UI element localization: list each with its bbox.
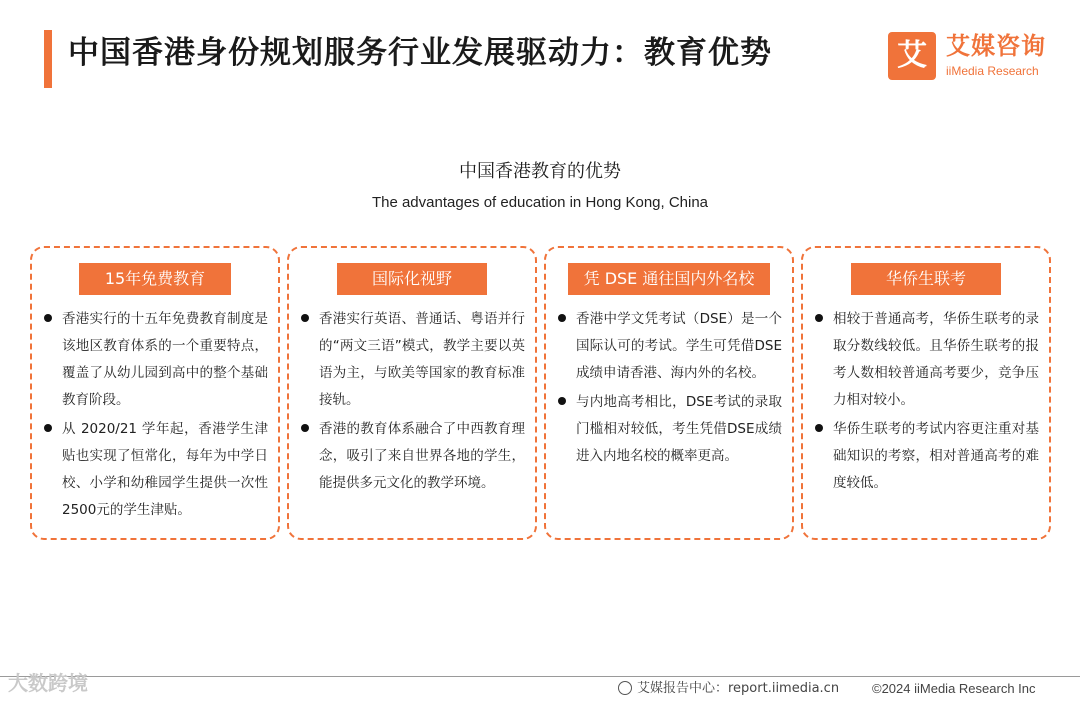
list-item (556, 306, 782, 387)
card-body (299, 306, 525, 499)
card-body (556, 306, 782, 472)
bullet-text: 与内地高考相比，DSE考试的录取门槛相对较低，考生凭借DSE成绩进入内地名校的概率更高。 (576, 394, 782, 464)
card-free-education (30, 246, 280, 540)
card-body (42, 306, 268, 526)
card-dse-path (544, 246, 794, 540)
bullet-text: 香港实行的十五年免费教育制度是该地区教育体系的一个重要特点，覆盖了从幼儿园到高中的整个基础教育阶段。 (62, 311, 268, 408)
brand-logo-block (888, 32, 1063, 82)
bullet-text: 香港中学文凭考试（DSE）是一个国际认可的考试。学生可凭借DSE成绩申请香港、海内外的名校。 (576, 311, 782, 381)
footer-divider (0, 676, 1080, 677)
list-item (42, 306, 268, 414)
bullet-icon (301, 314, 309, 322)
bullet-text: 华侨生联考的考试内容更注重对基础知识的考察，相对普通高考的难度较低。 (833, 421, 1039, 491)
card-header: 华侨生联考 (851, 263, 1001, 295)
card-overseas-chinese-exam (801, 246, 1051, 540)
bullet-icon (815, 424, 823, 432)
section-title-en: The advantages of education in Hong Kong, China (371, 194, 709, 211)
bullet-icon (44, 424, 52, 432)
list-item (556, 389, 782, 470)
list-item (299, 416, 525, 497)
footer-copyright: ©2024 iiMedia Research Inc (872, 681, 1036, 696)
bullet-icon (558, 397, 566, 405)
section-title-cn: 中国香港教育的优势 (459, 161, 621, 182)
card-header: 15年免费教育 (79, 263, 231, 295)
card-international-vision (287, 246, 537, 540)
bullet-text: 香港实行英语、普通话、粤语并行的“两文三语”模式，教学主要以英语为主，与欧美等国家的教育标准接轨。 (319, 311, 525, 408)
title-accent-bar (44, 30, 52, 88)
card-header: 凭 DSE 通往国内外名校 (568, 263, 770, 295)
bullet-text: 相较于普通高考，华侨生联考的录取分数线较低。且华侨生联考的报考人数相较普通高考要少，竞争压力相对较小。 (833, 311, 1039, 408)
bullet-icon (815, 314, 823, 322)
bullet-icon (558, 314, 566, 322)
card-header: 国际化视野 (337, 263, 487, 295)
brand-name-cn: 艾媒咨询 (946, 32, 1046, 60)
bullet-icon (301, 424, 309, 432)
bullet-icon (44, 314, 52, 322)
globe-icon (618, 681, 632, 695)
page-title: 中国香港身份规划服务行业发展驱动力：教育优势 (68, 35, 772, 71)
list-item (813, 416, 1039, 497)
list-item (42, 416, 268, 524)
brand-name-en: iiMedia Research (946, 64, 1039, 78)
brand-logo-icon: 艾 (888, 32, 936, 80)
footer-report-center: 艾媒报告中心：report.iimedia.cn (637, 681, 840, 696)
watermark: 大数跨境 (8, 671, 88, 695)
bullet-text: 从 2020/21 学年起，香港学生津贴也实现了恒常化，每年为中学日校、小学和幼稚园学生提供一次性2500元的学生津贴。 (62, 421, 268, 518)
bullet-text: 香港的教育体系融合了中西教育理念，吸引了来自世界各地的学生，能提供多元文化的教学环境。 (319, 421, 525, 491)
list-item (813, 306, 1039, 414)
card-body (813, 306, 1039, 499)
list-item (299, 306, 525, 414)
